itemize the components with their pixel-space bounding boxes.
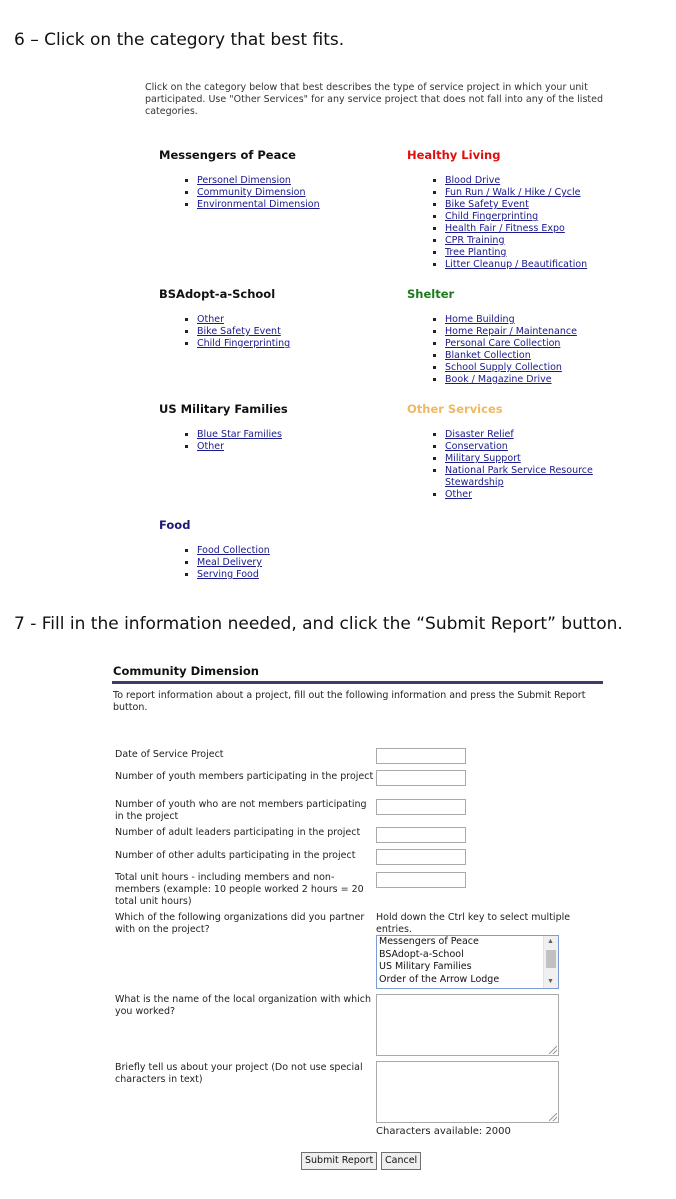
step-6-heading: 6 – Click on the category that best fits. [14, 30, 345, 50]
category-list-item [197, 569, 389, 581]
category-link[interactable]: Conservation [445, 441, 508, 452]
category-link[interactable]: Community Dimension [197, 187, 306, 198]
category-list-item [197, 187, 389, 199]
category-title: US Military Families [159, 402, 288, 416]
category-link[interactable]: National Park Service Resource Stewardship [445, 465, 593, 488]
category-list-item [445, 326, 637, 338]
category-link[interactable]: Tree Planting [445, 247, 507, 258]
resize-grip-icon[interactable] [549, 1046, 557, 1054]
characters-available: Characters available: 2000 [376, 1126, 511, 1137]
category-link[interactable]: Bike Safety Event [445, 199, 529, 210]
adult-leaders-label: Number of adult leaders participating in the project [115, 827, 361, 838]
category-shelter [407, 287, 637, 386]
category-list-item [445, 465, 607, 489]
other-adults-input[interactable] [376, 849, 466, 865]
form-description: To report information about a project, fill out the following information and press the Submit Report button. [113, 690, 586, 713]
other-adults-label: Number of other adults participating in the project [115, 850, 356, 861]
category-link[interactable]: Military Support [445, 453, 521, 464]
category-title: Food [159, 518, 191, 532]
select-scrollbar[interactable] [543, 936, 558, 988]
category-list-item [197, 326, 389, 338]
category-list-item [197, 314, 389, 326]
category-link[interactable]: Other [197, 441, 224, 452]
category-title: Healthy Living [407, 148, 501, 162]
category-list-item [445, 362, 637, 374]
youth-nonmembers-input[interactable] [376, 799, 466, 815]
category-link[interactable]: Blood Drive [445, 175, 501, 186]
category-title: Messengers of Peace [159, 148, 296, 162]
category-link[interactable]: Home Building [445, 314, 515, 325]
category-title: Other Services [407, 402, 503, 416]
category-list-item [445, 350, 637, 362]
select-option[interactable]: Order of the Arrow Lodge [379, 973, 500, 985]
resize-grip-icon[interactable] [549, 1113, 557, 1121]
category-list-item [445, 187, 637, 199]
title-divider [112, 681, 603, 684]
category-link[interactable]: Other [445, 489, 472, 500]
category-other-services [407, 402, 607, 501]
category-link[interactable]: Blue Star Families [197, 429, 282, 440]
category-title: Shelter [407, 287, 455, 301]
local-org-label: What is the name of the local organization with which you worked? [115, 994, 372, 1017]
date-label: Date of Service Project [115, 749, 224, 760]
category-list-item [445, 453, 607, 465]
select-option[interactable]: BSAdopt-a-School [379, 948, 464, 960]
category-list-item [445, 314, 637, 326]
form-title: Community Dimension [113, 664, 259, 678]
category-list-item [445, 199, 637, 211]
submit-report-button[interactable]: Submit Report [301, 1152, 377, 1170]
category-link[interactable]: Meal Delivery [197, 557, 262, 568]
partner-organizations-select[interactable] [376, 935, 559, 989]
category-link[interactable]: Food Collection [197, 545, 270, 556]
about-label: Briefly tell us about your project (Do not use special characters in text) [115, 1062, 363, 1085]
unit-hours-label: Total unit hours - including members and non-members (example: 10 people worked 2 hours = 20 total unit hours) [115, 872, 364, 907]
category-food [159, 518, 389, 581]
category-list-item [445, 211, 637, 223]
select-option[interactable]: Messengers of Peace [379, 936, 479, 947]
youth-nonmembers-label: Number of youth who are not members participating in the project [115, 799, 367, 822]
category-list-item [445, 175, 637, 187]
category-list-item [197, 338, 389, 350]
category-link[interactable]: Other [197, 314, 224, 325]
step-7-heading: 7 - Fill in the information needed, and click the “Submit Report” button. [14, 614, 623, 634]
about-textarea[interactable] [376, 1061, 559, 1123]
category-title: BSAdopt-a-School [159, 287, 276, 301]
youth-members-label: Number of youth members participating in the project [115, 771, 374, 782]
youth-members-input[interactable] [376, 770, 466, 786]
category-link[interactable]: Health Fair / Fitness Expo [445, 223, 565, 234]
unit-hours-input[interactable] [376, 872, 466, 888]
category-list-item [445, 338, 637, 350]
category-list-item [197, 199, 389, 211]
category-bsadopt-a-school [159, 287, 389, 350]
adult-leaders-input[interactable] [376, 827, 466, 843]
category-link[interactable]: Book / Magazine Drive [445, 374, 552, 385]
category-link[interactable]: Litter Cleanup / Beautification [445, 259, 588, 270]
category-link[interactable]: Personel Dimension [197, 175, 291, 186]
category-list-item [197, 441, 389, 453]
category-link[interactable]: Serving Food [197, 569, 259, 580]
category-link[interactable]: Personal Care Collection [445, 338, 561, 349]
scroll-up-icon[interactable]: ▲ [547, 938, 554, 945]
category-list-item [445, 223, 637, 235]
scroll-down-icon[interactable]: ▼ [547, 978, 554, 985]
partner-label: Which of the following organizations did you partner with on the project? [115, 912, 365, 935]
category-list-item [197, 175, 389, 187]
category-list-item [197, 557, 389, 569]
category-list-item [445, 235, 637, 247]
date-input[interactable] [376, 748, 466, 764]
category-link[interactable]: Child Fingerprinting [197, 338, 291, 349]
category-link[interactable]: Disaster Relief [445, 429, 514, 440]
category-messengers-of-peace [159, 148, 389, 211]
category-link[interactable]: Child Fingerprinting [445, 211, 539, 222]
category-intro: Click on the category below that best describes the type of service project in which your unit participated. Use "Other Services" for any service project that does not fall into any of the listed categories. [145, 82, 603, 117]
category-link[interactable]: Fun Run / Walk / Hike / Cycle [445, 187, 581, 198]
category-list-item [445, 259, 637, 271]
category-list-item [445, 441, 607, 453]
category-link[interactable]: Bike Safety Event [197, 326, 281, 337]
category-healthy-living [407, 148, 637, 271]
category-list-item [445, 247, 637, 259]
category-list-item [445, 374, 637, 386]
category-link[interactable]: CPR Training [445, 235, 505, 246]
category-link[interactable]: Home Repair / Maintenance [445, 326, 577, 337]
category-link[interactable]: Environmental Dimension [197, 199, 320, 210]
category-us-military-families [159, 402, 389, 453]
category-list-item [445, 429, 607, 441]
category-list-item [197, 545, 389, 557]
category-link[interactable]: School Supply Collection [445, 362, 562, 373]
scrollbar-thumb[interactable] [546, 950, 556, 968]
category-list-item [445, 489, 607, 501]
select-option[interactable]: US Military Families [379, 961, 472, 972]
category-link[interactable]: Blanket Collection [445, 350, 531, 361]
cancel-button[interactable]: Cancel [381, 1152, 421, 1170]
category-list-item [197, 429, 389, 441]
multi-select-hint: Hold down the Ctrl key to select multiple entries. [376, 912, 571, 935]
local-org-textarea[interactable] [376, 994, 559, 1056]
